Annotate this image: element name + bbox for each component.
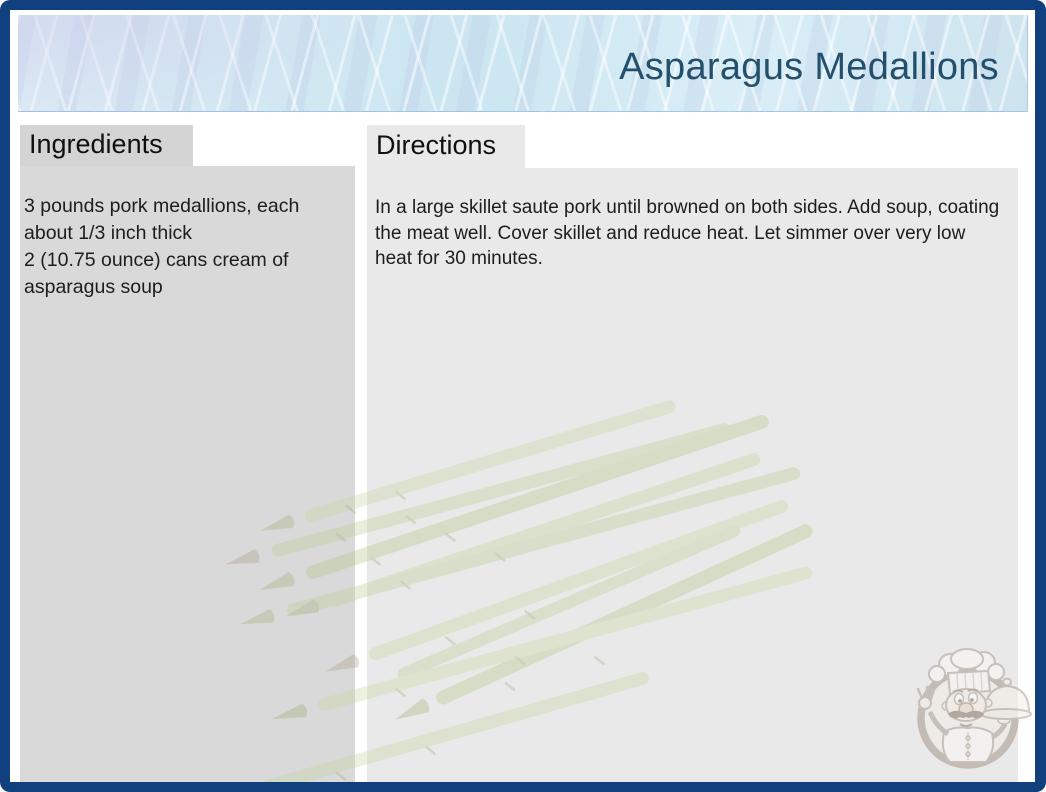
ingredients-heading: Ingredients bbox=[20, 125, 193, 166]
page-title: Asparagus Medallions bbox=[619, 45, 999, 88]
directions-text: In a large skillet saute pork until browned on both sides. Add soup, coating the meat well. Cover skillet and reduce heat. Let simmer over very low heat for 30 minutes. bbox=[367, 168, 1018, 782]
header-banner bbox=[18, 15, 1028, 112]
ingredients-panel bbox=[20, 125, 355, 782]
directions-panel bbox=[367, 125, 1018, 782]
ingredient-item: 3 pounds pork medallions, each about 1/3 inch thick bbox=[24, 195, 300, 244]
directions-heading: Directions bbox=[367, 125, 525, 168]
ingredient-item: 2 (10.75 ounce) cans cream of asparagus soup bbox=[24, 249, 289, 298]
ingredients-list bbox=[20, 166, 355, 782]
